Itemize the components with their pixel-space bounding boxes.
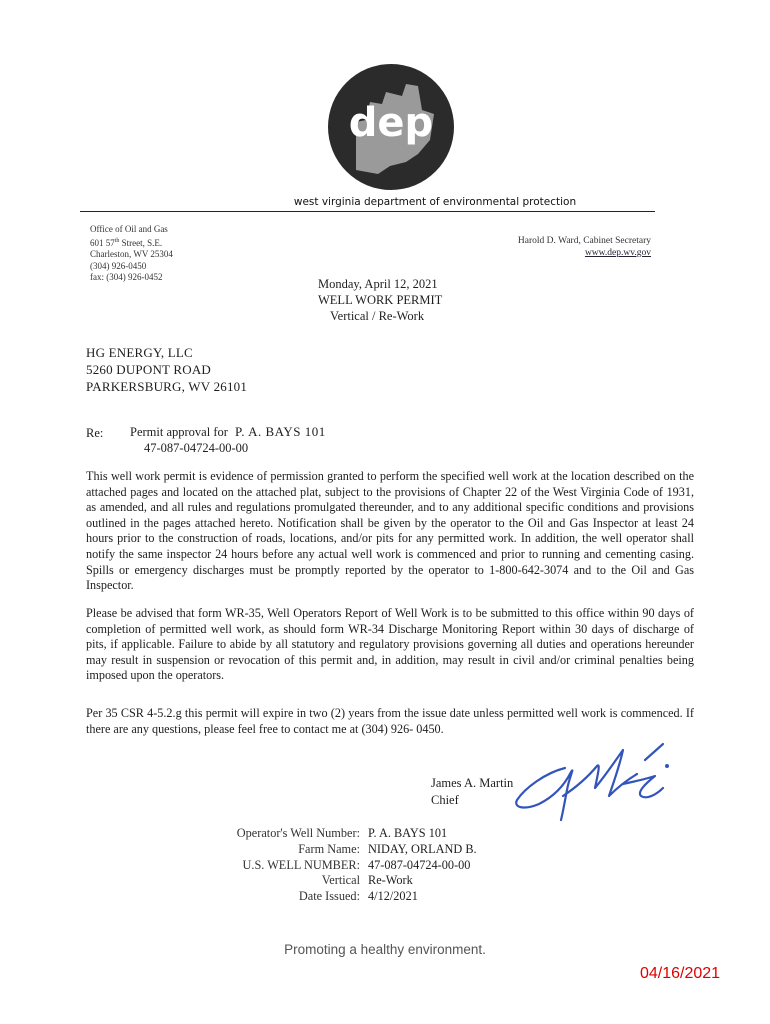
detail-row (180, 858, 477, 874)
detail-row (180, 842, 477, 858)
dep-logo (326, 62, 456, 192)
re-api-number: 47-087-04724-00-00 (144, 441, 249, 455)
permit-type: Vertical / Re-Work (330, 309, 425, 323)
office-line: Charleston, WV 25304 (90, 249, 173, 259)
office-line: Office of Oil and Gas (90, 224, 168, 234)
detail-row (180, 889, 477, 905)
addressee-line: 5260 DUPONT ROAD (86, 362, 212, 377)
detail-label: Operator's Well Number: (236, 826, 360, 840)
permit-title: WELL WORK PERMIT (318, 293, 443, 307)
detail-row (180, 873, 477, 889)
re-well-name: P. A. BAYS 101 (235, 424, 326, 439)
re-prefix: Permit approval for (130, 425, 228, 439)
addressee-line: HG ENERGY, LLC (86, 345, 193, 360)
detail-value: 47-087-04724-00-00 (368, 857, 471, 872)
header-divider (80, 211, 655, 212)
agency-name: west virginia department of environmental protection (293, 196, 577, 208)
office-line: fax: (304) 926-0452 (90, 272, 163, 282)
addressee (86, 344, 247, 395)
body-paragraph: Please be advised that form WR-35, Well Operators Report of Well Work is to be submitted to this office within 90 days of completion of permitted well work, as should form WR-34 Discharge Monitoring Report within 30 days of discharge of pits, if applicable. Failure to abide by all statutory and regulatory provisions governing all duties and operations hereunder may result in suspension or revocation of this permit and, in addition, may result in civil and/or criminal penalties being imposed upon the operators. (86, 606, 694, 683)
detail-label: Vertical (321, 873, 360, 888)
detail-value: Re-Work (368, 873, 413, 888)
well-details (180, 826, 477, 905)
detail-value: NIDAY, ORLAND B. (368, 841, 477, 856)
website-link[interactable]: www.dep.wv.gov (584, 248, 651, 258)
office-line: (304) 926-0450 (90, 260, 147, 271)
footer-slogan: Promoting a healthy environment. (284, 942, 486, 957)
detail-row (180, 826, 477, 842)
detail-value: P. A. BAYS 101 (368, 826, 448, 840)
letter-date: Monday, April 12, 2021 (318, 277, 438, 291)
body-paragraph: This well work permit is evidence of permission granted to perform the specified well work at the location described on the attached pages and located on the attached plat, subject to the provisions of Chapter 22 of the West Virginia Code of 1931, as amended, and all rules and regulations promulgated thereunder, and to any additional specific conditions and provisions outlined in the pages attached hereto. Notification shall be given by the operator to the Oil and Gas Inspector at least 24 hours prior to the construction of roads, locations, and/or pits for any permitted work. In addition, the well operator shall notify the same inspector 24 hours before any actual well work is commenced and prior to running and cementing casing. Spills or emergency discharges must be promptly reported by the operator to 1-800-642-3074 and to the Oil and Gas Inspector. (86, 469, 694, 593)
letter-heading (318, 276, 442, 324)
detail-label: U.S. WELL NUMBER: (242, 857, 360, 872)
office-address (90, 224, 173, 284)
detail-label: Farm Name: (298, 841, 360, 856)
secretary-block (518, 235, 651, 259)
office-line: 601 57th Street, S.E. (90, 237, 163, 248)
signature-image (505, 738, 680, 830)
received-date-stamp: 04/16/2021 (640, 965, 721, 982)
logo-text: dep (348, 100, 434, 146)
detail-label: Date Issued: (298, 889, 360, 904)
re-body (130, 424, 326, 456)
signer-block (431, 775, 513, 809)
signer-title: Chief (431, 793, 459, 807)
signer-name: James A. Martin (431, 776, 514, 790)
detail-value: 4/12/2021 (368, 889, 418, 904)
addressee-line: PARKERSBURG, WV 26101 (86, 379, 248, 394)
secretary-name: Harold D. Ward, Cabinet Secretary (517, 236, 651, 246)
re-label: Re: (86, 426, 104, 440)
body-paragraph: Per 35 CSR 4-5.2.g this permit will expire in two (2) years from the issue date unless permitted well work is commenced. If there are any questions, please feel free to contact me at (304) 926- 0450. (86, 706, 694, 736)
